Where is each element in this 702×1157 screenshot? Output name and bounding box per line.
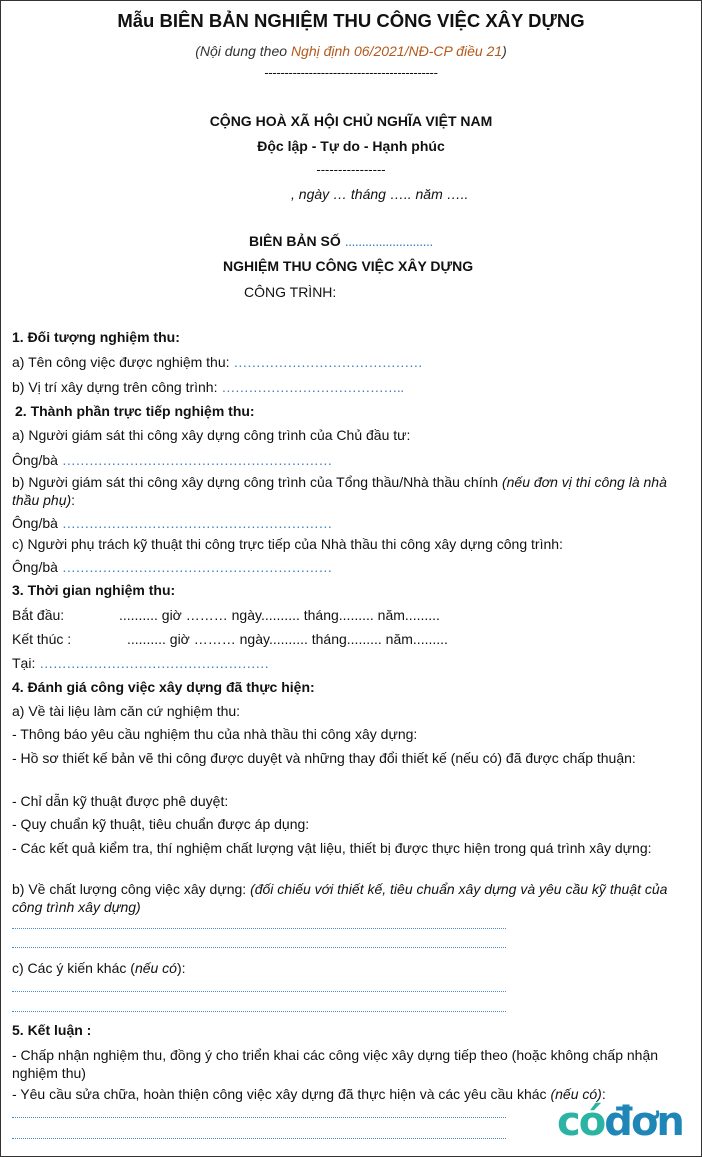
s4-item-notice: - Thông báo yêu cầu nghiệm thu của nhà thầu thi công xây dựng: <box>12 726 418 742</box>
s2-b-end: : <box>71 492 76 508</box>
s4-b-text: b) Về chất lượng công việc xây dựng: <box>12 881 251 897</box>
s4-item-design: - Hồ sơ thiết kế bản vẽ thi công được duyệt và những thay đổi thiết kế (nếu có) đã được chấp thuận: <box>12 750 636 766</box>
s2-c-label: c) Người phụ trách kỹ thuật thi công trực tiếp của Nhà thầu thi công xây dựng công trình: <box>12 536 563 552</box>
answer-dotted-line <box>12 1138 506 1139</box>
place-dots: …………………………………………… <box>39 655 269 671</box>
s2-b-label <box>12 473 696 509</box>
person-dots: …………………………………………………… <box>61 559 332 575</box>
logo-part-2: đơn <box>604 1099 683 1145</box>
person-label: Ông/bà <box>12 452 58 468</box>
start-label: Bắt đầu: <box>12 607 65 623</box>
end-label: Kết thúc : <box>12 631 72 647</box>
answer-dotted-line <box>12 991 506 992</box>
section-3-heading: 3. Thời gian nghiệm thu: <box>12 582 176 598</box>
s1-b-dots: ………………………………….. <box>221 379 404 395</box>
s5-repair-note: (nếu có) <box>550 1086 602 1102</box>
s4-b-note: (đối chiếu với thiết kế, tiêu chuẩn xây dựng và yêu cầu kỹ thuật của công trình xây dựng) <box>12 881 668 915</box>
s4-c-label <box>12 959 186 977</box>
doc-number-dots: .......................... <box>344 233 433 249</box>
person-dots: …………………………………………………… <box>61 515 332 531</box>
s4-c-end: ): <box>176 960 186 976</box>
person-dots: …………………………………………………… <box>61 452 332 468</box>
s4-c-note: nếu có <box>134 960 177 976</box>
decree-link[interactable]: Nghị định 06/2021/NĐ-CP điều 21 <box>290 43 503 59</box>
answer-dotted-line <box>12 947 506 948</box>
place-line <box>12 654 269 672</box>
s5-item-accept: - Chấp nhận nghiệm thu, đồng ý cho triển khai các công việc xây dựng tiếp theo (hoặc không chấp nhận nghiệm thu) <box>12 1047 659 1081</box>
motto-divider: ---------------- <box>316 162 386 177</box>
section-4-heading: 4. Đánh giá công việc xây dựng đã thực hiện: <box>12 679 315 695</box>
doc-number-label: BIÊN BẢN SỐ <box>249 233 341 249</box>
end-fields: .......... giờ ……… ngày.......... tháng......... năm......... <box>127 631 448 647</box>
s5-repair-text: - Yêu cầu sửa chữa, hoàn thiện công việc xây dựng đã thực hiện và các yêu cầu khác <box>12 1086 551 1102</box>
s2-b-person <box>12 514 332 532</box>
section-2-heading: 2. Thành phần trực tiếp nghiệm thu: <box>15 403 255 419</box>
section-5-heading: 5. Kết luận : <box>12 1022 92 1038</box>
s1-a-dots: …………………………………… <box>233 354 423 370</box>
s4-a-label: a) Về tài liệu làm căn cứ nghiệm thu: <box>12 703 241 719</box>
s2-a-label: a) Người giám sát thi công xây dựng công trình của Chủ đầu tư: <box>12 427 411 443</box>
codon-logo <box>557 1099 683 1145</box>
doc-name: NGHIỆM THU CÔNG VIỆC XÂY DỰNG <box>223 258 474 274</box>
doc-number-line <box>249 232 433 250</box>
project-label: CÔNG TRÌNH: <box>244 284 337 300</box>
document-subtitle <box>1 42 701 60</box>
s4-item-standard: - Quy chuẩn kỹ thuật, tiêu chuẩn được áp dụng: <box>12 816 310 832</box>
country-name: CỘNG HOÀ XÃ HỘI CHỦ NGHĨA VIỆT NAM <box>209 113 493 129</box>
header-divider: ------------------------------------------- <box>264 65 438 80</box>
person-label: Ông/bà <box>12 515 58 531</box>
s4-b-label <box>12 880 696 916</box>
s5-repair-end: : <box>601 1086 606 1102</box>
person-label: Ông/bà <box>12 559 58 575</box>
s4-c-text: c) Các ý kiến khác ( <box>12 960 135 976</box>
s1-b-line <box>12 378 404 396</box>
answer-dotted-line <box>12 928 506 929</box>
s2-c-person <box>12 558 332 576</box>
date-line: , ngày … tháng ….. năm ….. <box>291 186 469 202</box>
s5-item-repair <box>12 1085 606 1103</box>
start-fields: .......... giờ ……… ngày.......... tháng......... năm......... <box>119 607 440 623</box>
place-label: Tại: <box>12 655 36 671</box>
s1-a-line <box>12 353 422 371</box>
s2-b-note: (nếu đơn vị thi công là nhà thầu phụ) <box>12 474 667 508</box>
subtitle-close: ) <box>502 43 507 59</box>
answer-dotted-line <box>12 1011 506 1012</box>
s4-item-spec: - Chỉ dẫn kỹ thuật được phê duyệt: <box>12 793 229 809</box>
s2-a-person <box>12 451 332 469</box>
answer-dotted-line <box>12 1117 506 1118</box>
s2-b-text: b) Người giám sát thi công xây dựng công trình của Tổng thầu/Nhà thầu chính <box>12 474 502 490</box>
logo-part-1: có <box>557 1099 605 1145</box>
national-motto: Độc lập - Tự do - Hạnh phúc <box>257 138 445 154</box>
s4-item-tests: - Các kết quả kiểm tra, thí nghiệm chất lượng vật liệu, thiết bị được thực hiện trong quá trình xây dựng: <box>12 840 652 856</box>
s1-b-label: b) Vị trí xây dựng trên công trình: <box>12 379 218 395</box>
document-title: Mẫu BIÊN BẢN NGHIỆM THU CÔNG VIỆC XÂY DỰNG <box>117 10 585 31</box>
s1-a-label: a) Tên công việc được nghiệm thu: <box>12 354 230 370</box>
subtitle-open: (Nội dung theo <box>195 43 291 59</box>
section-1-heading: 1. Đối tượng nghiệm thu: <box>12 329 180 345</box>
